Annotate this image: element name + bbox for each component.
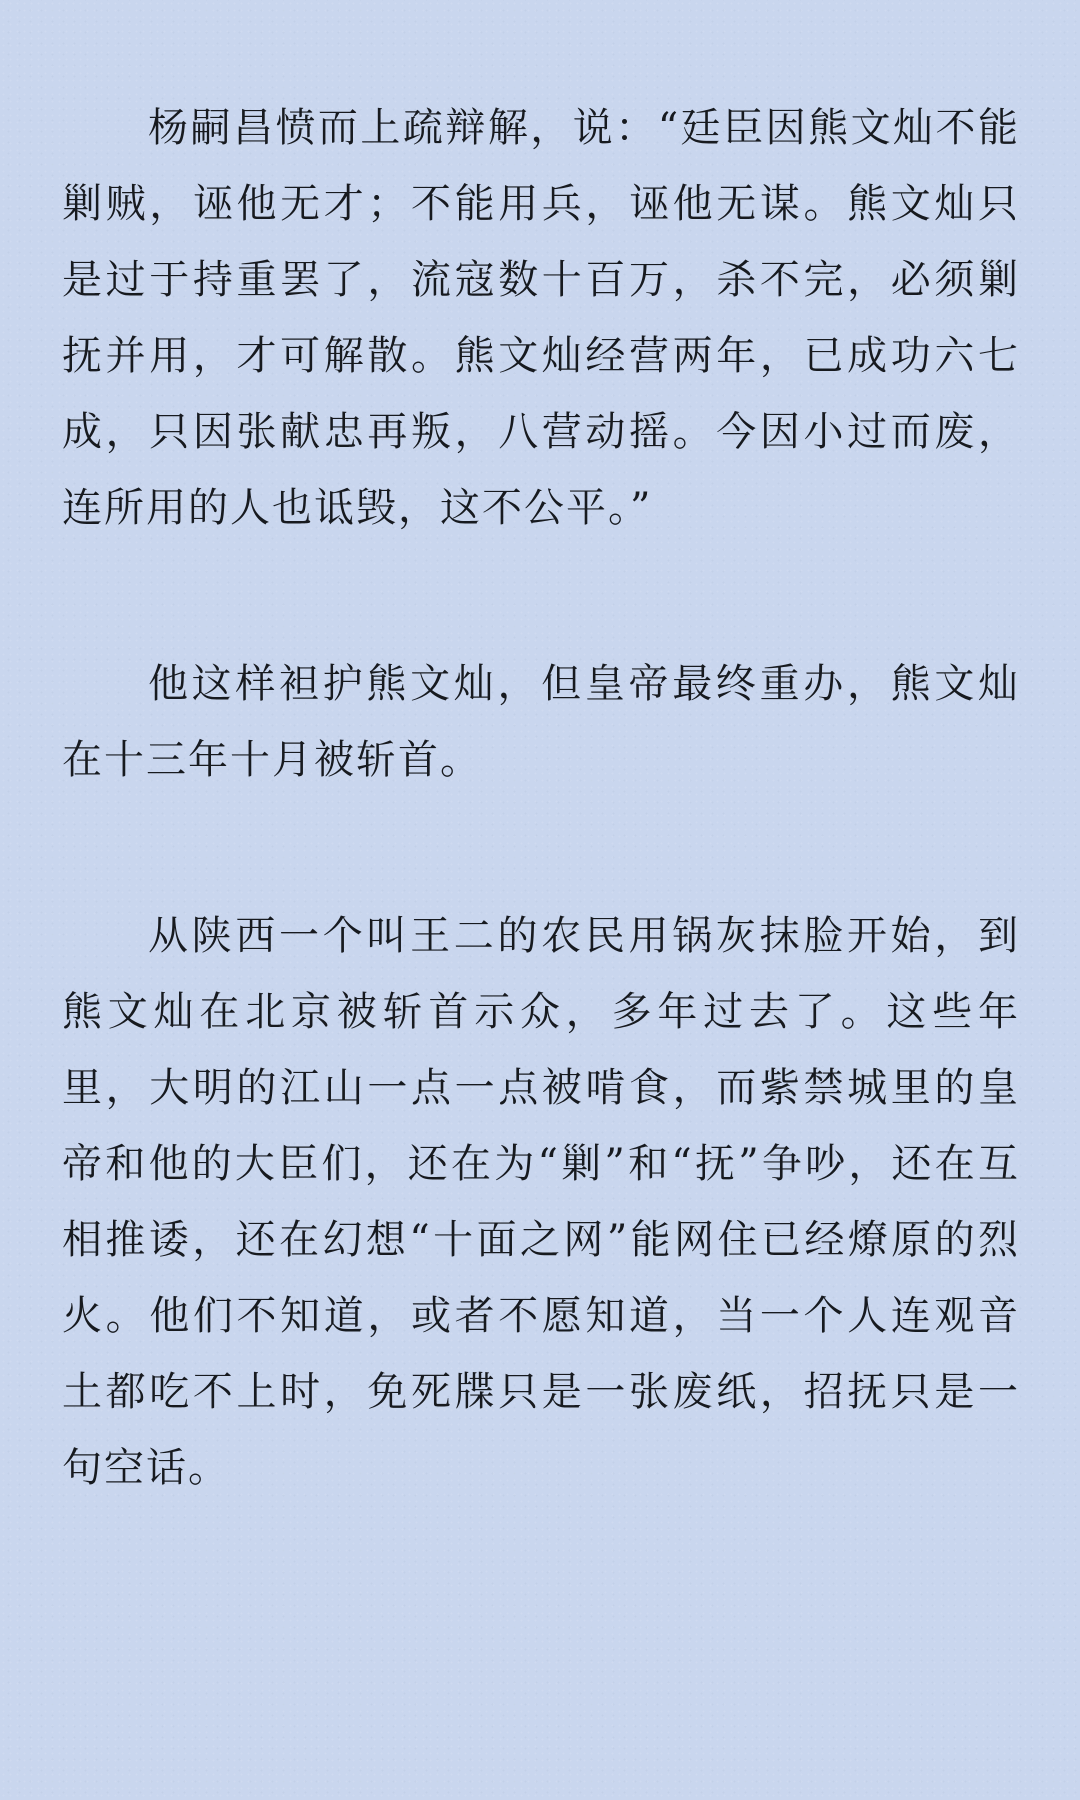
paragraph-xiong-execution: 他这样袒护熊文灿，但皇帝最终重办，熊文灿在十三年十月被斩首。 [62,661,1020,783]
paragraph-yang-memorial: 杨嗣昌愤而上疏辩解，说：“廷臣因熊文灿不能剿贼，诬他无才；不能用兵，诬他无谋。熊文灿只是过于持重罢了，流寇数十百万，杀不完，必须剿抚并用，才可解散。熊文灿经营两年，已成功六七成，只因张献忠再叛，八营动摇。今因小过而废，连所用的人也诋毁，这不公平。” [62,105,1020,531]
paragraph-reflection: 从陕西一个叫王二的农民用锅灰抹脸开始，到熊文灿在北京被斩首示众，多年过去了。这些年里，大明的江山一点一点被啃食，而紫禁城里的皇帝和他的大臣们，还在为“剿”和“抚”争吵，还在互相推诿，还在幻想“十面之网”能网住已经燎原的烈火。他们不知道，或者不愿知道，当一个人连观音土都吃不上时，免死牒只是一张废纸，招抚只是一句空话。 [62,913,1020,1491]
